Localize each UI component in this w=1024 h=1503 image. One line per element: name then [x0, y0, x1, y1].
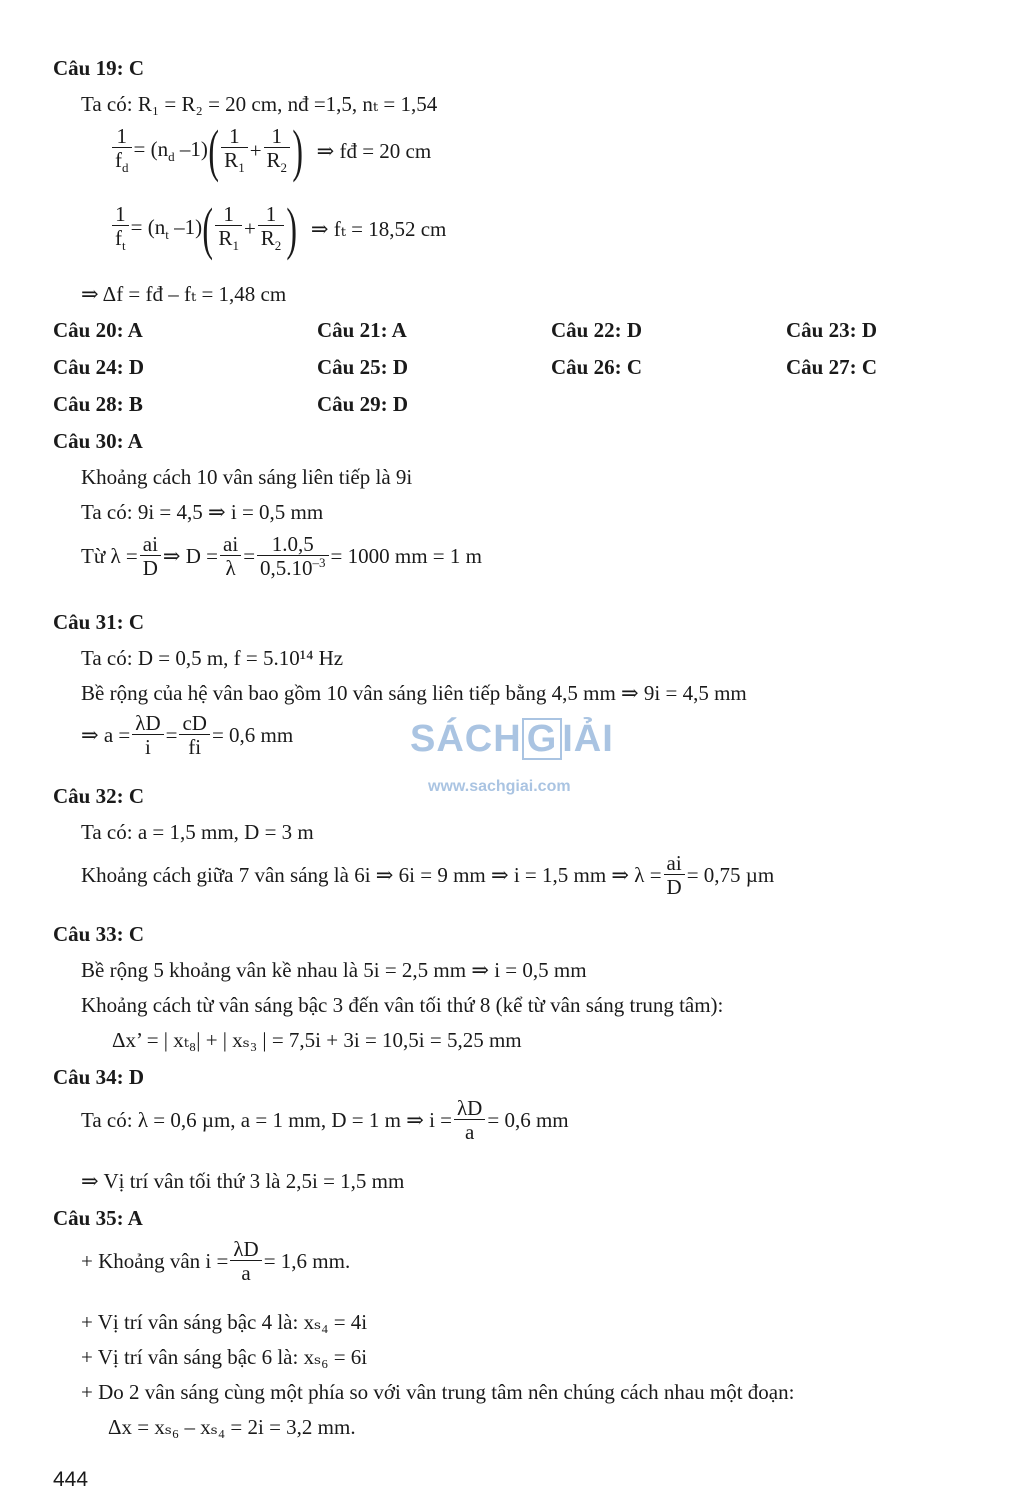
q32-eq-text: Khoảng cách giữa 7 vân sáng là 6i ⇒ 6i = 9 mm ⇒ i = 1,5 mm ⇒ λ = [81, 863, 662, 888]
q33-line3: Δx’ = | xₜ₈| + | xₛ₃ | = 7,5i + 3i = 10,5i = 5,25 mm [112, 1028, 522, 1052]
q31-title: Câu 31: C [53, 610, 145, 634]
q35-title: Câu 35: A [53, 1206, 143, 1230]
q31-eq: ⇒ a = $\frac{\lambda D}{i}$ = $\frac{cD}{fi}$ = 0,6 mm [81, 711, 294, 760]
q32-eq: Khoảng cách giữa 7 vân sáng là 6i ⇒ 6i = 9 mm ⇒ i = 1,5 mm ⇒ λ = $\frac{ai}{D}$ = 0,75 µm [81, 851, 775, 900]
q19-eq1-result: ⇒ fđ = 20 cm [316, 138, 432, 163]
q35-line4: + Do 2 vân sáng cùng một phía so với vân trung tâm nên chúng cách nhau một đoạn: [81, 1380, 795, 1404]
q30-title: Câu 30: A [53, 429, 143, 453]
q34-title: Câu 34: D [53, 1065, 145, 1089]
q32-eq-result: = 0,75 µm [686, 863, 775, 888]
page-number: 444 [53, 1468, 89, 1491]
answer-23: Câu 23: D [786, 318, 878, 342]
q35-eq-result: = 1,6 mm. [263, 1249, 351, 1274]
q34-eq-result: = 0,6 mm [487, 1108, 569, 1133]
q35-eq-text: + Khoảng vân i = [81, 1249, 229, 1274]
q33-line1: Bề rộng 5 khoảng vân kề nhau là 5i = 2,5 mm ⇒ i = 0,5 mm [81, 958, 587, 982]
answer-27: Câu 27: C [786, 355, 878, 379]
q32-title: Câu 32: C [53, 784, 145, 808]
q34-eq-text: Ta có: λ = 0,6 µm, a = 1 mm, D = 1 m ⇒ i = [81, 1108, 452, 1133]
answer-22: Câu 22: D [551, 318, 643, 342]
q30-line2: Ta có: 9i = 4,5 ⇒ i = 0,5 mm [81, 500, 324, 524]
q19-result: ⇒ Δf = fđ – fₜ = 1,48 cm [81, 282, 287, 306]
answer-20: Câu 20: A [53, 318, 143, 342]
q19-eq2: $\frac{1}{f_t}$ = ($n_t$ –1)( $\frac{1}{R_1}$ + $\frac{1}{R_2}$ ) ⇒ fₜ = 18,52 cm [110, 200, 446, 258]
q34-line2: ⇒ Vị trí vân tối thứ 3 là 2,5i = 1,5 mm [81, 1169, 405, 1193]
answer-21: Câu 21: A [317, 318, 407, 342]
q31-eq-result: = 0,6 mm [211, 723, 294, 748]
watermark-url: www.sachgiai.com [428, 778, 571, 795]
q19-eq2-result: ⇒ fₜ = 18,52 cm [310, 216, 447, 241]
q30-line1: Khoảng cách 10 vân sáng liên tiếp là 9i [81, 465, 413, 489]
q30-eq-result: = 1000 mm = 1 m [330, 544, 482, 569]
q19-title: Câu 19: C [53, 56, 145, 80]
q31-line1: Ta có: D = 0,5 m, f = 5.10¹⁴ Hz [81, 646, 344, 670]
q35-line3: + Vị trí vân sáng bậc 6 là: xₛ₆ = 6i [81, 1345, 368, 1369]
q33-line2: Khoảng cách từ vân sáng bậc 3 đến vân tối thứ 8 (kể từ vân sáng trung tâm): [81, 993, 724, 1017]
q31-line2: Bề rộng của hệ vân bao gồm 10 vân sáng liên tiếp bằng 4,5 mm ⇒ 9i = 4,5 mm [81, 681, 747, 705]
watermark-logo: SÁCH G IẢI [410, 718, 614, 760]
q30-eq-prefix: Từ [81, 544, 106, 569]
answer-25: Câu 25: D [317, 355, 409, 379]
q30-eq: Từ λ = $\frac{ai}{D}$ ⇒ D = $\frac{ai}{\lambda}$ = $\frac{1.0,5}{0,5.10^{-3}}$ = 1000 mm = 1 m [81, 532, 482, 581]
answer-28: Câu 28: B [53, 392, 143, 416]
answer-24: Câu 24: D [53, 355, 145, 379]
q34-eq: Ta có: λ = 0,6 µm, a = 1 mm, D = 1 m ⇒ i = $\frac{\lambda D}{a}$ = 0,6 mm [81, 1096, 569, 1145]
q19-eq1: $\frac{1}{f_d}$ = ($n_d$ –1)( $\frac{1}{R_1}$ + $\frac{1}{R_2}$ ) ⇒ fđ = 20 cm [110, 122, 431, 180]
answer-29: Câu 29: D [317, 392, 409, 416]
answer-26: Câu 26: C [551, 355, 643, 379]
q35-eq: + Khoảng vân i = $\frac{\lambda D}{a}$ = 1,6 mm. [81, 1237, 351, 1286]
q35-line5: Δx = xₛ₆ – xₛ₄ = 2i = 3,2 mm. [108, 1415, 356, 1439]
q19-given: Ta có: R₁ = R₂ = 20 cm, nđ =1,5, nₜ = 1,54 [81, 92, 438, 116]
q33-title: Câu 33: C [53, 922, 145, 946]
q35-line2: + Vị trí vân sáng bậc 4 là: xₛ₄ = 4i [81, 1310, 368, 1334]
q32-line1: Ta có: a = 1,5 mm, D = 3 m [81, 820, 314, 844]
